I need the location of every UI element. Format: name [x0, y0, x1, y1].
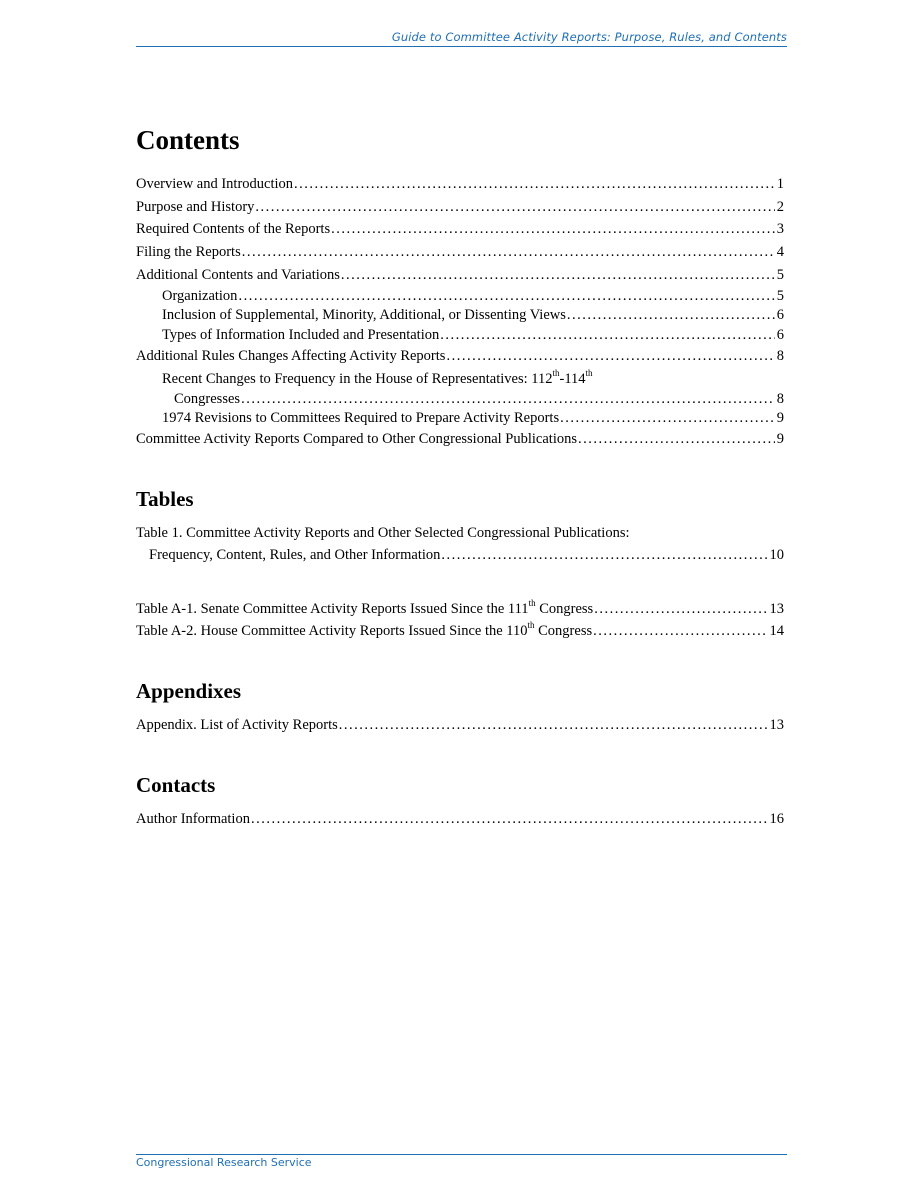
appendixes-heading: Appendixes: [136, 679, 242, 703]
toc-page-number: 5: [776, 288, 784, 304]
toc-leader-dots: [251, 809, 768, 829]
toc-page-number: 9: [776, 410, 784, 426]
toc-page-number: 9: [776, 431, 784, 447]
toc-leader-dots: [441, 545, 767, 565]
running-header: Guide to Committee Activity Reports: Purpose, Rules, and Contents: [391, 30, 787, 44]
toc-entry-table-a1[interactable]: [136, 599, 784, 619]
toc-entry-appendix[interactable]: [136, 715, 784, 735]
toc-entry-author-information[interactable]: [136, 809, 784, 829]
toc-entry-text: Recent Changes to Frequency in the House of Representatives: 112: [162, 371, 553, 387]
toc-entry-text: Table 1. Committee Activity Reports and Other Selected Congressional Publications:: [136, 525, 630, 541]
toc-entry-additional-rules[interactable]: [136, 346, 784, 366]
toc-page-number: 10: [769, 547, 784, 563]
toc-leader-dots: [339, 715, 768, 735]
toc-page-number: 8: [776, 348, 784, 364]
toc-entry-text-dash: -114: [559, 371, 586, 387]
toc-page-number: 13: [769, 601, 784, 617]
toc-entry-1974-revisions[interactable]: [136, 408, 784, 428]
toc-leader-dots: [242, 242, 775, 262]
toc-page-number: 3: [776, 221, 784, 237]
toc-entry-table-a2[interactable]: [136, 621, 784, 641]
superscript: th: [585, 368, 593, 379]
toc-entry-text: Additional Contents and Variations: [136, 267, 340, 283]
toc-entry-text: Types of Information Included and Presentation: [162, 327, 440, 343]
toc-entry-types-information[interactable]: [136, 325, 784, 345]
running-footer: Congressional Research Service: [136, 1156, 312, 1169]
toc-entry-text: Committee Activity Reports Compared to Other Congressional Publications: [136, 431, 577, 447]
toc-page-number: 5: [776, 267, 784, 283]
toc-entry-text: Overview and Introduction: [136, 176, 294, 192]
toc-leader-dots: [294, 174, 775, 194]
toc-entry-text-continued: Frequency, Content, Rules, and Other Information: [149, 547, 441, 563]
toc-leader-dots: [440, 325, 775, 345]
contacts-heading: Contacts: [136, 773, 216, 797]
toc-entry-text: Required Contents of the Reports: [136, 221, 331, 237]
toc-leader-dots: [255, 197, 774, 217]
toc-page-number: 6: [776, 307, 784, 323]
toc-entry-text: Organization: [162, 288, 238, 304]
toc-leader-dots: [331, 219, 775, 239]
toc-entry-overview[interactable]: [136, 174, 784, 194]
footer-rule: [136, 1154, 787, 1155]
toc-page-number: 2: [776, 199, 784, 215]
toc-entry-text: Table A-2. House Committee Activity Reports Issued Since the 110th Congress: [136, 620, 593, 639]
toc-entry-text: Additional Rules Changes Affecting Activity Reports: [136, 348, 446, 364]
superscript: th: [552, 368, 560, 379]
toc-entry-text: 1974 Revisions to Committees Required to Prepare Activity Reports: [162, 410, 560, 426]
toc-leader-dots: [593, 621, 767, 641]
toc-entry-recent-changes[interactable]: [136, 369, 784, 409]
toc-entry-purpose[interactable]: [136, 197, 784, 217]
toc-leader-dots: [594, 599, 767, 619]
toc-entry-inclusion-views[interactable]: [136, 305, 784, 325]
toc-entry-organization[interactable]: [136, 286, 784, 306]
toc-entry-additional-contents[interactable]: [136, 265, 784, 285]
toc-entry-text: Author Information: [136, 811, 250, 827]
contents-heading: Contents: [136, 125, 240, 155]
toc-leader-dots: [578, 429, 775, 449]
toc-entry-text: Appendix. List of Activity Reports: [136, 717, 338, 733]
tables-heading: Tables: [136, 487, 194, 511]
toc-entry-filing[interactable]: [136, 242, 784, 262]
toc-entry-text: Table A-1. Senate Committee Activity Reports Issued Since the 111th Congress: [136, 598, 594, 617]
toc-page-number: 16: [769, 811, 784, 827]
toc-leader-dots: [341, 265, 775, 285]
toc-entry-text: Filing the Reports: [136, 244, 241, 260]
toc-leader-dots: [238, 286, 774, 306]
toc-leader-dots: [560, 408, 775, 428]
toc-leader-dots: [567, 305, 775, 325]
toc-entry-required-contents[interactable]: [136, 219, 784, 239]
toc-entry-text: Purpose and History: [136, 199, 255, 215]
toc-leader-dots: [446, 346, 774, 366]
header-rule: [136, 46, 787, 47]
toc-page-number: 14: [769, 623, 784, 639]
toc-entry-text-continued: Congresses: [174, 391, 241, 407]
toc-page-number: 6: [776, 327, 784, 343]
toc-leader-dots: [241, 389, 775, 409]
toc-page-number: 13: [769, 717, 784, 733]
toc-entry-table-1[interactable]: [136, 523, 784, 565]
toc-entry-compared[interactable]: [136, 429, 784, 449]
toc-entry-text: Inclusion of Supplemental, Minority, Additional, or Dissenting Views: [162, 307, 566, 323]
toc-page-number: 8: [776, 391, 784, 407]
toc-page-number: 1: [776, 176, 784, 192]
toc-page-number: 4: [776, 244, 784, 260]
